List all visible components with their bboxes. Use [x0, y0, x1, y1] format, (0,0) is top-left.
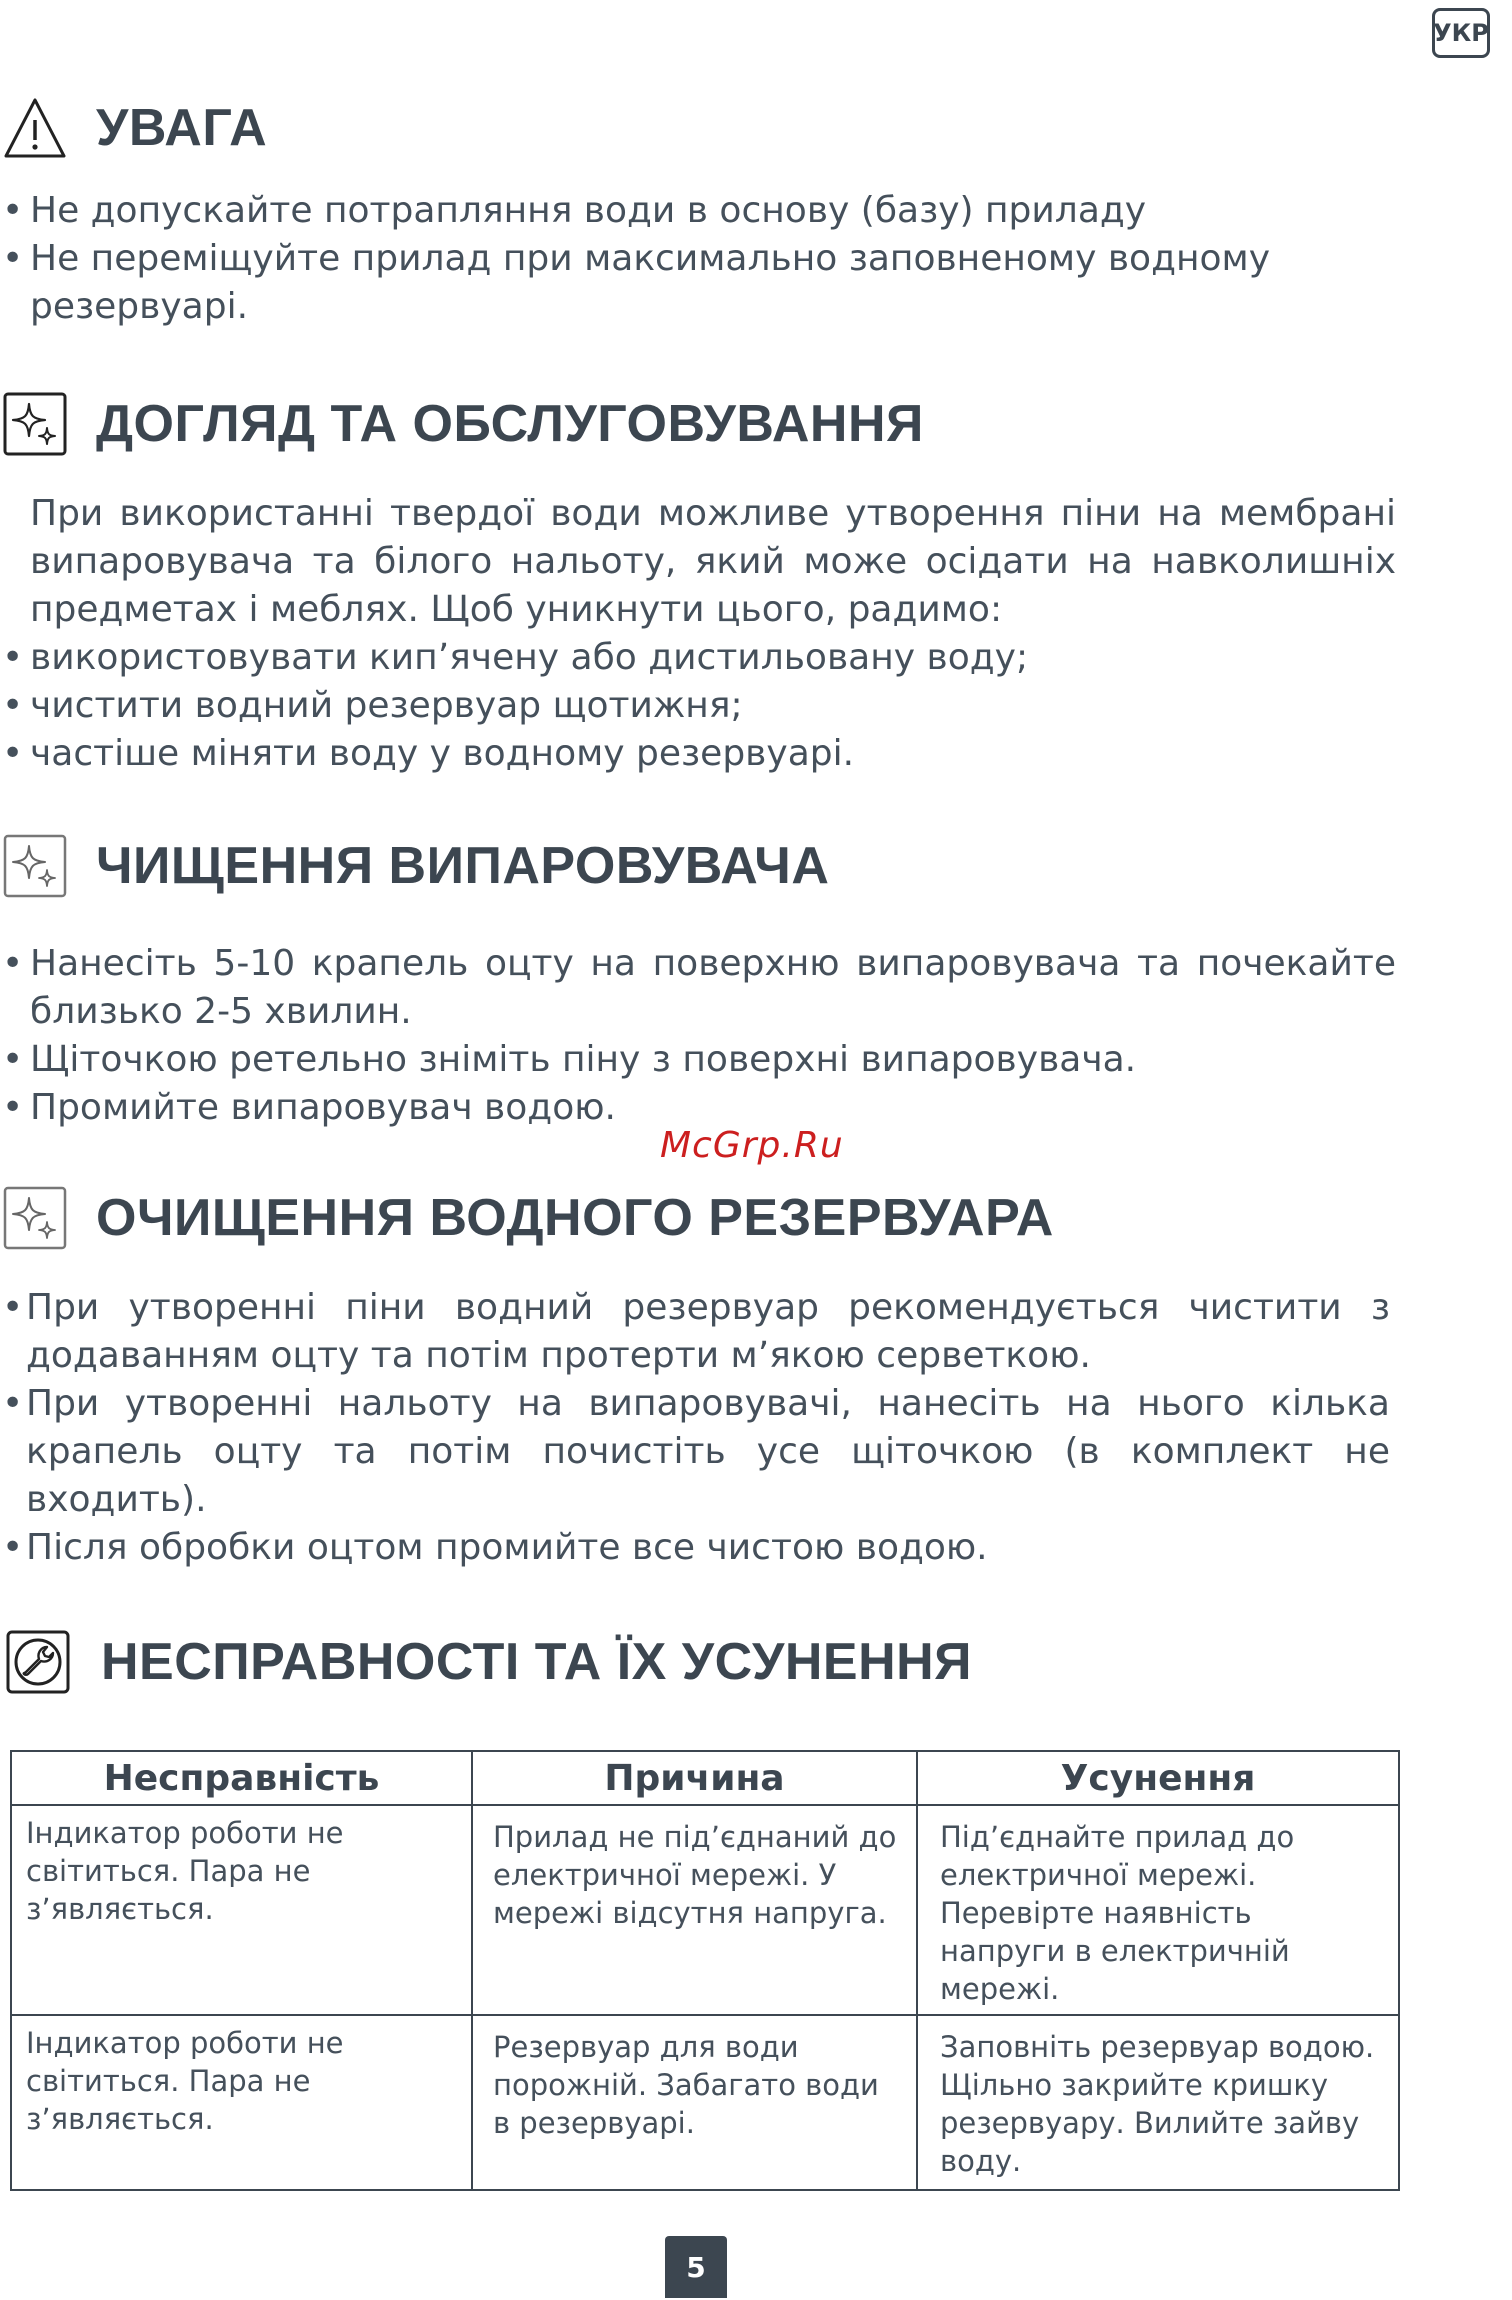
warning-section	[0, 88, 1512, 331]
column-header-solution: Усунення	[917, 1751, 1399, 1805]
page-number: 5	[665, 2236, 727, 2298]
table-cell: Під’єднайте прилад до електричної мережі. Перевірте наявність напруги в електричній мережі.	[917, 1805, 1399, 2015]
list-item: • Промийте випаровувач водою.	[0, 1084, 1396, 1132]
table-row	[11, 1805, 1399, 2015]
table-header-row	[11, 1751, 1399, 1805]
table-row	[11, 2015, 1399, 2190]
table-cell: Прилад не під’єднаний до електричної мережі. У мережі відсутня напруга.	[472, 1805, 917, 2015]
sparkle-icon	[3, 834, 67, 898]
list-item: • чистити водний резервуар щотижня;	[0, 682, 1396, 730]
reservoir-section	[0, 1178, 1512, 1572]
language-badge: УКР	[1432, 8, 1490, 58]
care-heading	[0, 384, 1512, 464]
reservoir-title: ОЧИЩЕННЯ ВОДНОГО РЕЗЕРВУАРА	[96, 1189, 1054, 1247]
list-item: • Не допускайте потрапляння води в основу (базу) приладу	[0, 187, 1396, 235]
evaporator-heading	[0, 826, 1512, 906]
warning-heading	[0, 88, 1512, 168]
list-item: • Щіточкою ретельно зніміть піну з поверхні випаровувача.	[0, 1036, 1396, 1084]
list-item: • Не переміщуйте прилад при максимально заповненому водному резервуарі.	[0, 235, 1360, 331]
warning-triangle-icon	[3, 96, 67, 160]
table-cell: Індикатор роботи не світиться. Пара не з’являється.	[11, 1805, 472, 2015]
evaporator-title: ЧИЩЕННЯ ВИПАРОВУВАЧА	[96, 837, 830, 895]
list-item: • Після обробки оцтом промийте все чистою водою.	[0, 1524, 1390, 1572]
table-cell: Резервуар для води порожній. Забагато води в резервуарі.	[472, 2015, 917, 2190]
care-intro: При використанні твердої води можливе утворення піни на мембрані випаровувача та білого нальоту, який може осідати на навколишніх предметах і меблях. Щоб уникнути цього, радимо:	[30, 493, 1396, 630]
reservoir-heading	[0, 1178, 1512, 1258]
troubleshooting-table	[10, 1750, 1400, 2191]
care-section	[0, 384, 1512, 778]
trouble-heading	[0, 1622, 1512, 1702]
column-header-cause: Причина	[472, 1751, 917, 1805]
table-cell: Заповніть резервуар водою. Щільно закрийте кришку резервуару. Вилийте зайву воду.	[917, 2015, 1399, 2190]
evaporator-section	[0, 826, 1512, 1132]
trouble-title: НЕСПРАВНОСТІ ТА ЇХ УСУНЕННЯ	[101, 1633, 973, 1691]
list-item: • частіше міняти воду у водному резервуарі.	[0, 730, 1396, 778]
trouble-section	[0, 1622, 1512, 1702]
list-item: • При утворенні піни водний резервуар рекомендується чистити з додаванням оцту та потім протерти м’якою серветкою.	[0, 1284, 1390, 1380]
list-item: • Нанесіть 5-10 крапель оцту на поверхню випаровувача та почекайте близько 2-5 хвилин.	[0, 940, 1396, 1036]
warning-title: УВАГА	[96, 99, 268, 157]
column-header-problem: Несправність	[11, 1751, 472, 1805]
table-cell: Індикатор роботи не світиться. Пара не з’являється.	[11, 2015, 472, 2190]
sparkle-icon	[3, 392, 67, 456]
wrench-icon	[6, 1630, 70, 1694]
watermark: McGrp.Ru	[660, 1125, 844, 1166]
list-item: • При утворенні нальоту на випаровувачі, нанесіть на нього кілька крапель оцту та потім почистіть усе щіточкою (в комплект не входить).	[0, 1380, 1390, 1524]
care-title: ДОГЛЯД ТА ОБСЛУГОВУВАННЯ	[96, 395, 924, 453]
sparkle-icon	[3, 1186, 67, 1250]
list-item: • використовувати кип’ячену або дистильовану воду;	[0, 634, 1396, 682]
